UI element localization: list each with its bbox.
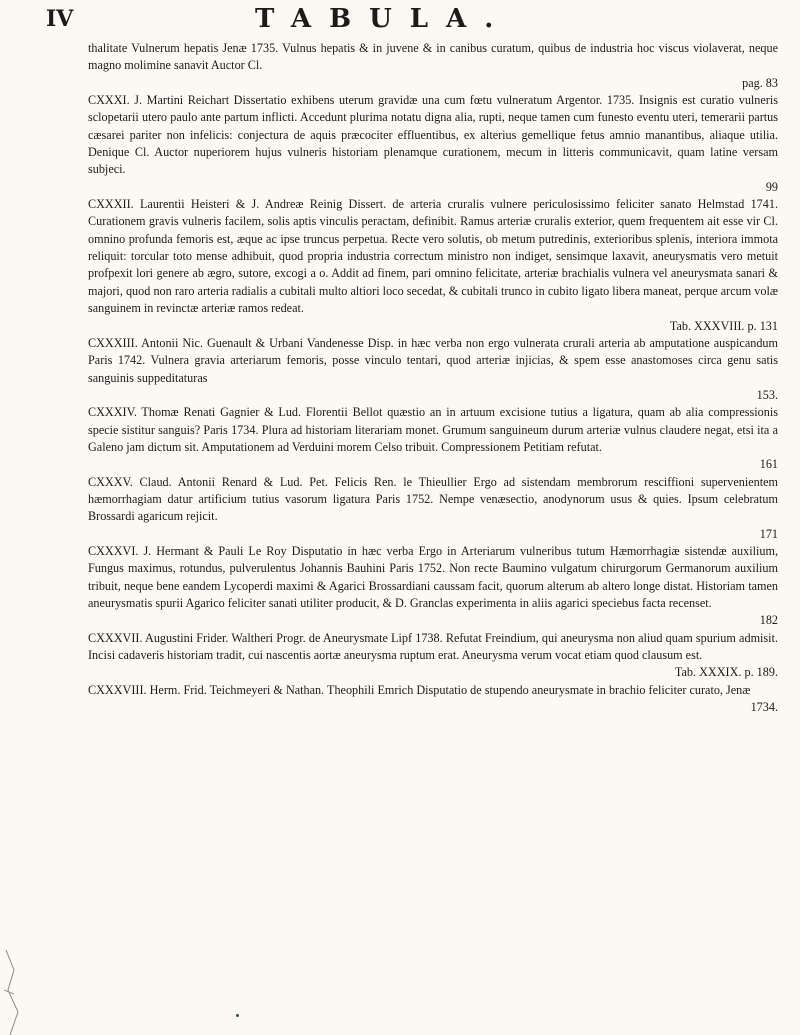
- index-entry: [88, 682, 778, 717]
- index-entry: [88, 40, 778, 92]
- index-entry: [88, 196, 778, 335]
- page-header: [40, 0, 760, 34]
- entry-page-reference: 1734.: [750, 700, 778, 715]
- index-entry: [88, 404, 778, 473]
- entry-text: CXXXIV. Thomæ Renati Gagnier & Lud. Florentii Bellot quæstio an in artuum excisione tutius a ligatura, quam ab alia compressionis specie sistitur sanguis? Paris 1734. Plura ad historiam literariam monet. Grumum sanguineum durum arteriæ vulnus claudere negat, etsi ita a Galeno jam dictum sit. Amputationem ad Verduini morem Celso tribuit. Compressionem Petitiam refutat.: [88, 405, 778, 454]
- entry-text: CXXXVIII. Herm. Frid. Teichmeyeri & Nathan. Theophili Emrich Disputatio de stupendo aneurysmate in brachio feliciter curato, Jenæ: [88, 682, 751, 697]
- entry-text: CXXXII. Laurentii Heisteri & J. Andreæ Reinig Dissert. de arteria cruralis vulnere periculosissimo feliciter sanato Helmstad 1741. Curationem gravis vulneris facilem, solis aptis vinculis peractam, definibit. Ramus arteriæ cruralis exterior, quem frequentem ait esse vir Cl. omnino profunda femoris est, æque ac ipse truncus perpetua. Recte vero solutis, ob metum putredinis, exterioribus splenis, interiora immota reliquit: torcular toto mense adhibuit, quod propria industria correctum ministro non indiget, sensimque laxavit, aneurysmatis vero metuit profpexit lori genere ab ægro, sutore, excogi a o. Addit ad finem, pari omnino felicitate, arteriæ brachialis vulnera vel aneurysmata sanari & majori, quod non raro arteria radialis a cubitali multo altiori loco secedat, & cubitali trunco in cubito ligato libera maneat, perque arcum volæ sanguinem in revinctæ arteriæ ramos redeat.: [88, 197, 778, 316]
- entry-text: CXXXI. J. Martini Reichart Dissertatio exhibens uterum gravidæ una cum fœtu vulneratum Argentor. 1735. Insignis est curatio vulneris sclopetarii utero paulo ante partum inflicti. Accedunt plurima notatu digna alia, rupti, neque tamen cum funesto eventu uteri, temerarii partus cæsarei pariter non infelicis: conjectura de aquis præcociter effluentibus, ex alterius gemellique fetus amnio manantibus, aliaque utilia. Denique Cl. Auctor nuperiorem hujus vulneris historiam plenamque curationem, mecum in litteris communicavit, quam latine versam subjeci.: [88, 93, 778, 177]
- entry-page-reference: 171: [759, 526, 778, 541]
- entry-page-reference: 161: [759, 457, 778, 472]
- entry-text: thalitate Vulnerum hepatis Jenæ 1735. Vulnus hepatis & in juvene & in canibus curatum, quibus de industria hoc viscus violaverat, neque magno molimine sanavit Auctor Cl.: [88, 41, 778, 73]
- page-title: TABULA.: [255, 4, 512, 34]
- entry-text: CXXXIII. Antonii Nic. Guenault & Urbani Vandenesse Disp. in hæc verba non ergo vulnerata crurali arteria ab amputatione auspicandum Paris 1742. Vulnera gravia arteriarum femoris, posse vinculo tentari, quod arteriæ injicias, & spem esse anastomoses circa genu satis sanguinis suppeditaturas: [88, 335, 778, 385]
- page-number: IV: [46, 6, 74, 32]
- index-entry: [88, 335, 778, 404]
- entry-text: CXXXVII. Augustini Frider. Waltheri Progr. de Aneurysmate Lipf 1738. Refutat Freindium, qui aneurysma non aliud quam spurium admisit. Incisi cadaveris historiam tradit, cui nascentis aortæ aneurysma ruptum erat. Aneurysma verum vocat etiam quod clausum est.: [88, 630, 778, 663]
- index-entry: [88, 630, 778, 682]
- entry-page-reference: pag. 83: [742, 75, 778, 90]
- entry-page-reference: 99: [765, 179, 778, 194]
- entry-page-reference: 182: [759, 613, 778, 628]
- entry-page-reference: Tab. XXXIX. p. 189.: [674, 665, 778, 680]
- entry-page-reference: 153.: [756, 387, 778, 402]
- index-entries: [88, 40, 778, 716]
- margin-pencil-mark: [0, 950, 40, 1035]
- index-entry: [88, 474, 778, 543]
- entry-text: CXXXV. Claud. Antonii Renard & Lud. Pet. Felicis Ren. le Thieullier Ergo ad sistendam membrorum resciffioni supervenientem hæmorrhagiam datur artificium tutius vasorum ligatura Paris 1752. Nempe venæsectio, anodynorum usus & quies. Ipsum celebratum Brossardi agaricum rejicit.: [88, 474, 778, 524]
- entry-page-reference: Tab. XXXVIII. p. 131: [669, 318, 778, 333]
- index-entry: [88, 543, 778, 630]
- ink-speck: [236, 1014, 239, 1017]
- entry-text: CXXXVI. J. Hermant & Pauli Le Roy Disputatio in hæc verba Ergo in Arteriarum vulneribus tutum Hæmorrhagiæ sistendæ auxilium, Fungus maximus, rotundus, pulverulentus Johannis Bauhini Paris 1752. Non recte Baumino vulgatum chirurgorum Germanorum auxilium tribuit, neque bene eandem Lycoperdi maximi & Agarici Brossardiani caussam facit, quorum alterum ab altero longe distat. Historiam tamen aneurysmatis spurii Agarico feliciter sanati utiliter producit, & D. Granclas experimenta in aliis agarici speciebus facta recenset.: [88, 543, 778, 610]
- index-entry: [88, 92, 778, 196]
